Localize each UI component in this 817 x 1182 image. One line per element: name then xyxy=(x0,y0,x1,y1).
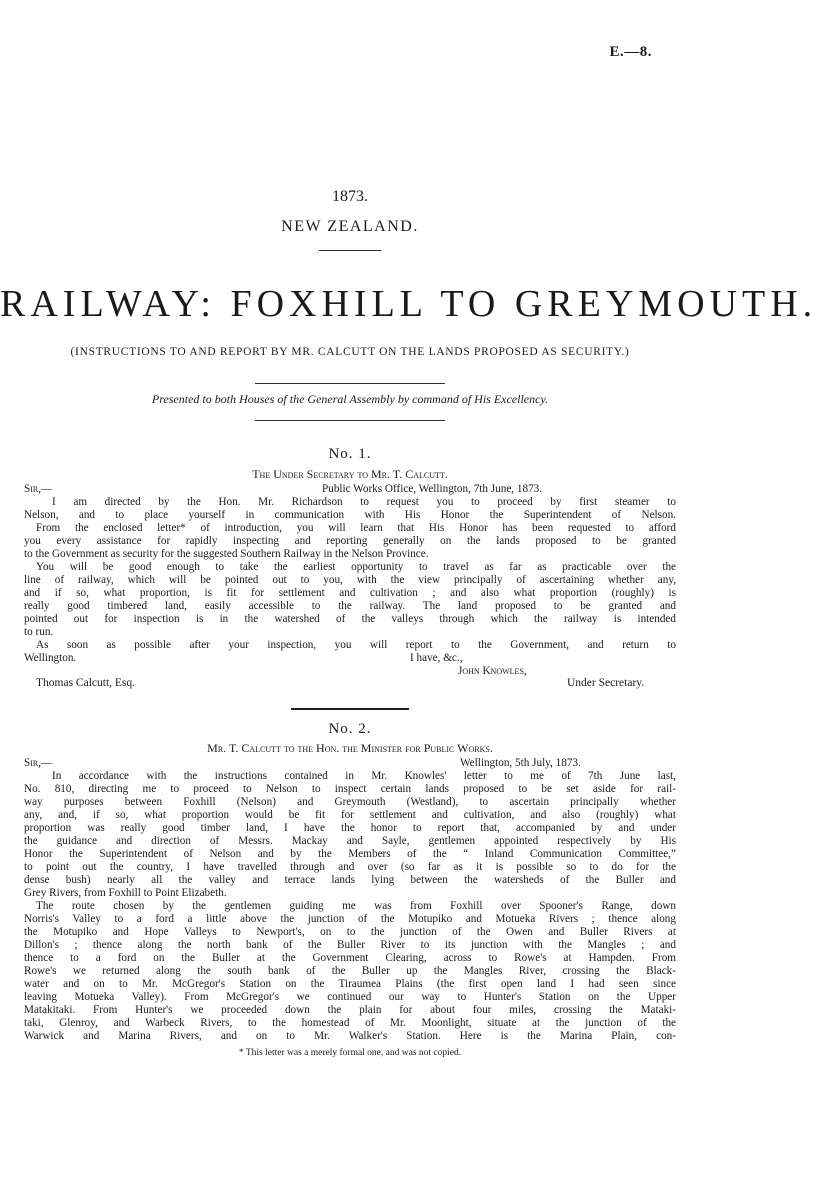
letter-text-line: the guidance and direction of Messrs. Mackay and Sayle, gentlemen appointed respectively by His xyxy=(24,835,676,847)
letter-text-line: Rowe's we returned along the south bank of the Buller up the Mangles River, crossing the Black- xyxy=(24,965,676,977)
letter-text-line: Honor the Superintendent of Nelson and by the Members of the “ Inland Communication Committee,” xyxy=(24,848,676,860)
letter-heading: Mr. T. Calcutt to the Hon. the Minister for Public Works. xyxy=(207,741,493,755)
letter-text-line: Warwick and Marina Rivers, and on to Mr. Walker's Station. Here is the Marina Plain, con- xyxy=(24,1030,676,1042)
letter-salutation: Sir,— xyxy=(24,483,53,495)
letter-text-line: pointed out for inspection is in the watershed of the valleys through which the railway is intended xyxy=(24,613,676,625)
letter-text-line: really good timbered land, easily accessible to the railway. The land proposed to be granted and xyxy=(24,600,676,612)
letter-text-line: leaving Motueka Valley). From McGregor's we continued our way to Hunter's Station on the Upper xyxy=(24,991,676,1003)
letter-text-line: From the enclosed letter* of introduction, you will learn that His Honor has been requested to afford xyxy=(36,522,676,534)
letter-text-line: I am directed by the Hon. Mr. Richardson to request you to proceed by first steamer to xyxy=(52,496,676,508)
letter-text-line: taki, Glenroy, and Warbeck Rivers, to the homestead of Mr. Moonlight, situate at the junction of the xyxy=(24,1017,676,1029)
letter-place-date: Wellington, 5th July, 1873. xyxy=(460,757,581,769)
letter-heading: The Under Secretary to Mr. T. Calcutt. xyxy=(252,467,448,481)
letter-addressee: Thomas Calcutt, Esq. xyxy=(36,677,136,689)
letter-text-line: to the Government as security for the suggested Southern Railway in the Nelson Province. xyxy=(24,548,429,560)
letter-text-line: Dillon's ; thence along the north bank of the Buller River to its junction with the Mangles ; and xyxy=(24,939,676,951)
divider-rule xyxy=(255,420,445,421)
letter-text-line: way purposes between Foxhill (Nelson) and Greymouth (Westland), to ascertain principally whether xyxy=(24,796,676,808)
letter-text-line: The route chosen by the gentlemen guiding me was from Foxhill over Spooner's Range, down xyxy=(36,900,676,912)
page-reference: E.—8. xyxy=(609,44,652,60)
presentation-note: Presented to both Houses of the General Assembly by command of His Excellency. xyxy=(151,392,549,406)
letter-text-line: any, and, if so, what proportion would be fit for settlement and cultivation, and also (roughly) what xyxy=(24,809,676,821)
letter-signatory: John Knowles, xyxy=(458,665,527,677)
letter-text-line: Grey Rivers, from Foxhill to Point Elizabeth. xyxy=(24,887,227,899)
letter-text-line: line of railway, which will be pointed out to you, with the view principally of ascertaining whether any, xyxy=(24,574,676,586)
letter-text-line: water and on to Mr. McGregor's Station on the Tiraumea Plains (the first open land I had seen since xyxy=(24,978,676,990)
letter-text-line: you every assistance for rapidly inspecting and reporting generally on the lands proposed to be granted xyxy=(24,535,676,547)
letter-text-line: In accordance with the instructions contained in Mr. Knowles' letter to me of 7th June last, xyxy=(52,770,676,782)
letter-text-line: No. 810, directing me to proceed to Nelson to inspect certain lands proposed to be set aside for rail- xyxy=(24,783,676,795)
letter-text-line: thence to a ford on the Buller at the Government Clearing, across to Rowe's at Hampden. From xyxy=(24,952,676,964)
country-heading: NEW ZEALAND. xyxy=(281,218,419,235)
letter-number: No. 2. xyxy=(328,721,372,737)
publication-year: 1873. xyxy=(332,188,368,205)
letter-text-line: to run. xyxy=(24,626,54,638)
letter-text-line: Norris's Valley to a ford a little above the junction of the Motupiko and Motueka Rivers ; thence along xyxy=(24,913,676,925)
letter-text-line: You will be good enough to take the earliest opportunity to travel as far as practicable over the xyxy=(36,561,676,573)
divider-rule xyxy=(255,383,445,384)
letter-number: No. 1. xyxy=(328,446,372,462)
letter-text-line: and if so, what proportion, is fit for settlement and cultivation ; and also what proportion (roughly) is xyxy=(24,587,676,599)
letter-text-line: proportion was really good timber land, I have the honor to report that, accompanied by and under xyxy=(24,822,676,834)
letter-text-line: to point out the country, I have travelled through and over (so far as it is possible so to do for the xyxy=(24,861,676,873)
divider-rule xyxy=(291,708,409,710)
letter-place-date: Public Works Office, Wellington, 7th June, 1873. xyxy=(322,483,543,495)
document-subtitle: (INSTRUCTIONS TO AND REPORT BY MR. CALCUTT ON THE LANDS PROPOSED AS SECURITY.) xyxy=(70,346,630,358)
letter-text-line: Matakitaki. From Hunter's we proceeded down the plain for about four miles, crossing the Mataki- xyxy=(24,1004,676,1016)
letter-signatory-title: Under Secretary. xyxy=(567,677,645,689)
divider-rule xyxy=(319,250,381,251)
letter-text-line: the Motupiko and Hope Valleys to Newport's, on to the junction of the Owen and Buller Rivers at xyxy=(24,926,676,938)
letter-text-line: Nelson, and to place yourself in communication with His Honor the Superintendent of Nelson. xyxy=(24,509,676,521)
letter-closing: I have, &c., xyxy=(410,652,463,664)
letter-text-line: As soon as possible after your inspection, you will report to the Government, and return to xyxy=(36,639,676,651)
letter-salutation: Sir,— xyxy=(24,757,53,769)
letter-text-line: Wellington. xyxy=(24,652,77,664)
document-title: RAILWAY: FOXHILL TO GREYMOUTH. xyxy=(0,283,817,325)
footnote: * This letter was a merely formal one, and was not copied. xyxy=(238,1048,462,1058)
letter-text-line: dense bush) nearly all the valley and terrace lands lying between the watersheds of the Buller and xyxy=(24,874,676,886)
